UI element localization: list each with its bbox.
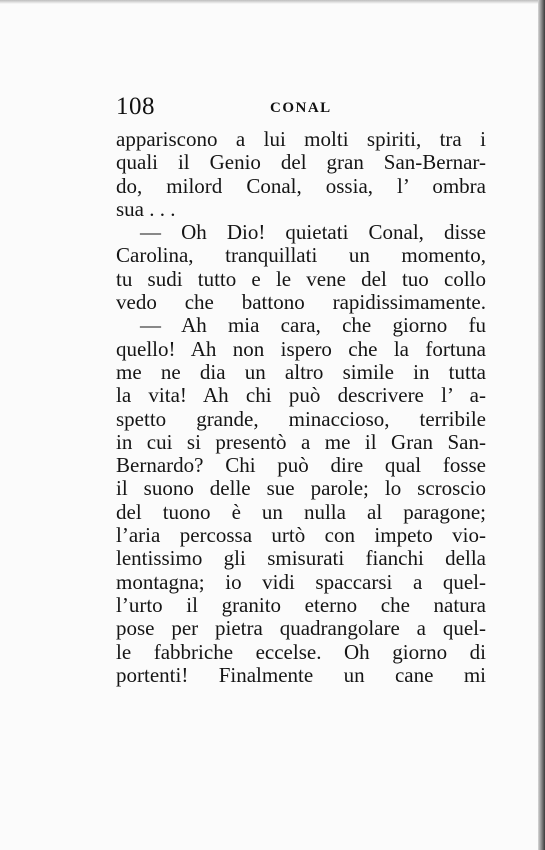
text-line: appariscono a lui molti spiriti, tra i: [116, 127, 486, 151]
text-line: montagna; io vidi spaccarsi a quel-: [116, 569, 486, 594]
text-line: sua . . .: [116, 196, 176, 221]
text-line: la vita! Ah chi può descrivere l’ a-: [116, 383, 486, 408]
text-line: in cui si presentò a me il Gran San-: [116, 429, 486, 454]
body-text: [116, 128, 486, 687]
text-line: vedo che battono rapidissimamente.: [116, 290, 486, 315]
text-line: l’urto il granito eterno che natura: [116, 592, 486, 617]
text-line: tu sudi tutto e le vene del tuo collo: [116, 266, 486, 291]
text-line: quello! Ah non ispero che la fortuna: [116, 336, 486, 361]
text-line: del tuono è un nulla al paragone;: [116, 499, 486, 524]
text-line: do, milord Conal, ossia, l’ ombra: [116, 173, 486, 198]
text-line: pose per pietra quadrangolare a quel-: [116, 616, 486, 641]
text-line: spetto grande, minaccioso, terribile: [116, 406, 486, 431]
text-line: quali il Genio del gran San-Bernar-: [116, 150, 486, 175]
text-line: — Oh Dio! quietati Conal, disse: [140, 220, 486, 245]
page-header: [116, 93, 486, 123]
page-edge: [538, 0, 545, 850]
text-line: l’aria percossa urtò con impeto vio-: [116, 523, 486, 548]
text-line: Carolina, tranquillati un momento,: [116, 243, 486, 268]
text-line: portenti! Finalmente un cane mi: [116, 662, 486, 687]
page-number: 108: [116, 93, 155, 120]
text-line: Bernardo? Chi può dire qual fosse: [116, 453, 486, 478]
text-line: lentissimo gli smisurati fianchi della: [116, 546, 486, 571]
text-line: me ne dia un altro simile in tutta: [116, 359, 486, 384]
text-line: le fabbriche eccelse. Oh giorno di: [116, 639, 486, 664]
running-title: CONAL: [270, 100, 332, 116]
text-line: il suono delle sue parole; lo scroscio: [116, 476, 486, 501]
page-top-shadow: [0, 0, 545, 4]
text-line: — Ah mia cara, che giorno fu: [140, 313, 486, 338]
